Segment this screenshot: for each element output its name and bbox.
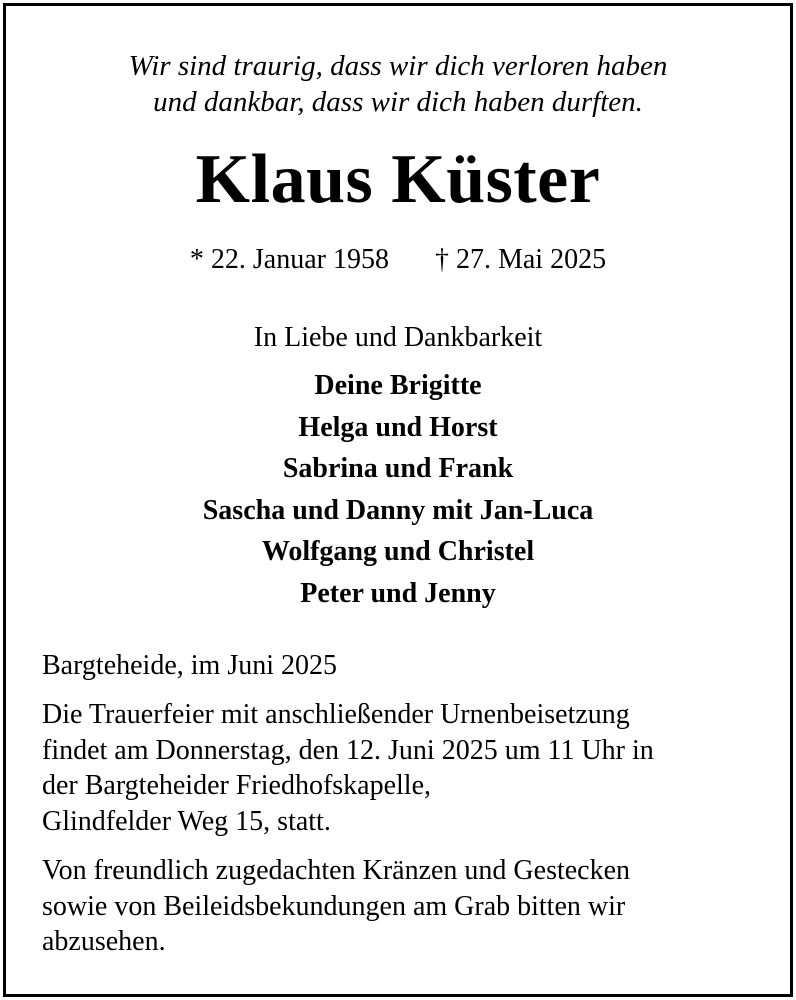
ceremony-line: Die Trauerfeier mit anschließender Urnenbeisetzung bbox=[42, 699, 630, 730]
ceremony-line: der Bargteheider Friedhofskapelle, bbox=[42, 770, 432, 801]
mourners-list bbox=[0, 365, 796, 614]
mourner-name: Sascha und Danny mit Jan-Luca bbox=[202, 494, 594, 526]
request-line: Von freundlich zugedachten Kränzen und Gestecken bbox=[42, 855, 631, 886]
life-dates bbox=[0, 243, 796, 277]
place-date: Bargteheide, im Juni 2025 bbox=[42, 650, 337, 681]
ceremony-line: Glindfelder Weg 15, statt. bbox=[42, 805, 331, 837]
motto-line: und dankbar, dass wir dich haben durften. bbox=[153, 86, 643, 118]
intro-text: In Liebe und Dankbarkeit bbox=[253, 322, 543, 353]
motto-line: Wir sind traurig, dass wir dich verloren haben bbox=[128, 50, 668, 82]
request-line: sowie von Beileidsbekundungen am Grab bitten wir bbox=[42, 890, 626, 922]
mourner-name: Peter und Jenny bbox=[300, 577, 496, 609]
ceremony-line: findet am Donnerstag, den 12. Juni 2025 um 11 Uhr in bbox=[42, 734, 654, 766]
mourner-name: Sabrina und Frank bbox=[282, 453, 514, 484]
birth-date: * 22. Januar 1958 bbox=[189, 244, 389, 275]
mourner-name: Deine Brigitte bbox=[314, 370, 482, 401]
deceased-name: Klaus Küster bbox=[195, 141, 601, 218]
mourner-name: Helga und Horst bbox=[298, 411, 498, 443]
motto bbox=[0, 48, 796, 120]
ceremony-info bbox=[42, 697, 762, 839]
death-date: † 27. Mai 2025 bbox=[434, 244, 607, 275]
request-text bbox=[42, 853, 762, 960]
mourner-name: Wolfgang und Christel bbox=[261, 536, 535, 567]
request-line: abzusehen. bbox=[42, 926, 166, 957]
